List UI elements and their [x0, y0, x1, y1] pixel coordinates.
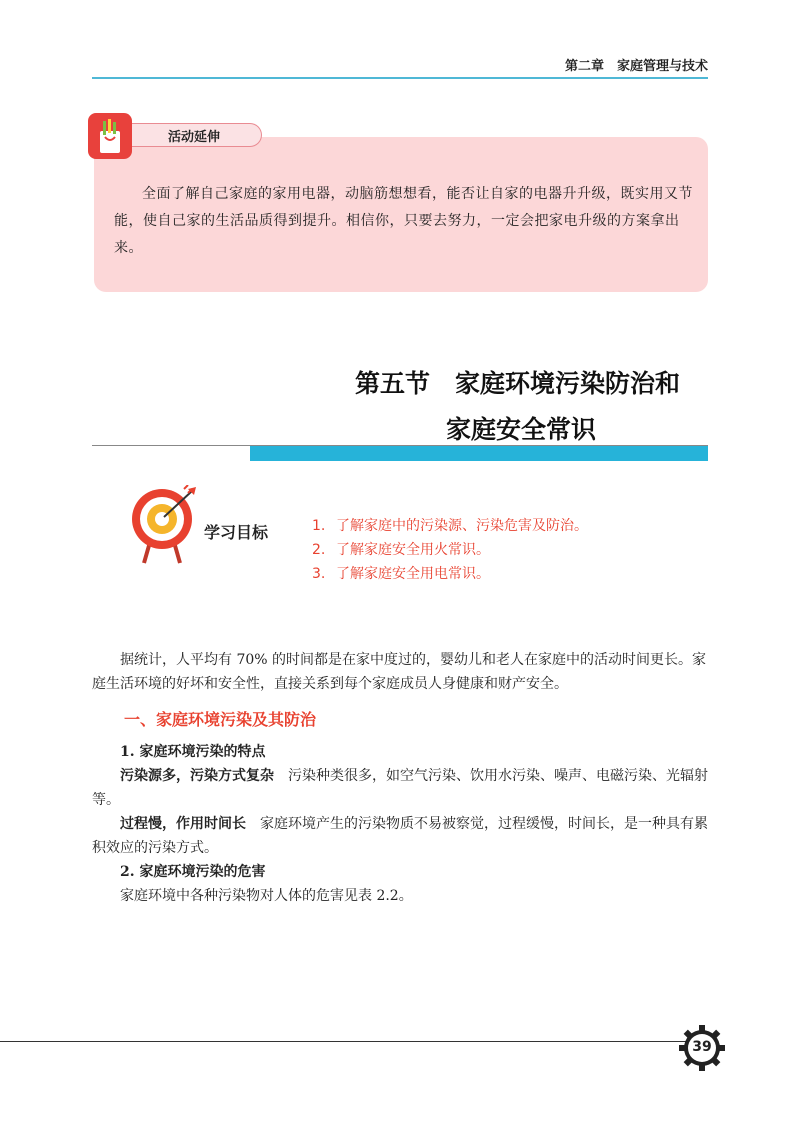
- intro-paragraph: 据统计，人平均有 70% 的时间都是在家中度过的，婴幼儿和老人在家庭中的活动时间更长。家庭生活环境的好坏和安全性，直接关系到每个家庭成员人身健康和财产安全。: [92, 652, 707, 692]
- footer-divider: [0, 1041, 700, 1042]
- heading-1: 1. 家庭环境污染的特点: [120, 744, 266, 760]
- goal-item: 3. 了解家庭安全用电常识。: [312, 566, 490, 582]
- title-accent-bar: [250, 446, 708, 461]
- learning-goals-list: [312, 514, 588, 586]
- subheading: 一、家庭环境污染及其防治: [124, 710, 317, 729]
- goal-item: 2. 了解家庭安全用火常识。: [312, 542, 490, 558]
- section-title-line1: 第五节 家庭环境污染防治和: [354, 369, 680, 398]
- shopping-bag-icon: [88, 113, 132, 159]
- body-section: [92, 740, 710, 908]
- goal-item: 1. 了解家庭中的污染源、污染危害及防治。: [312, 518, 588, 534]
- paragraph-2: 过程慢，作用时间长 家庭环境产生的污染物质不易被察觉，过程缓慢，时间长，是一种具有累积效应的污染方式。: [92, 816, 708, 856]
- page-number: 39: [692, 1039, 712, 1055]
- learning-goals-label: 学习目标: [204, 523, 269, 542]
- activity-text: 全面了解自己家庭的家用电器，动脑筋想想看，能否让自家的电器升升级，既实用又节能，使自己家的生活品质得到提升。相信你，只要去努力，一定会把家电升级的方案拿出来。: [114, 186, 693, 256]
- section-title-line2: 家庭安全常识: [445, 415, 596, 444]
- heading-2: 2. 家庭环境污染的危害: [120, 864, 266, 880]
- activity-label: 活动延伸: [168, 130, 221, 145]
- target-arrow-icon: [130, 485, 202, 565]
- header-divider: [92, 77, 708, 79]
- section-title: [200, 361, 680, 453]
- paragraph-1: 污染源多，污染方式复杂 污染种类很多，如空气污染、饮用水污染、噪声、电磁污染、光辐射等。: [92, 768, 708, 808]
- paragraph-3: 家庭环境中各种污染物对人体的危害见表 2.2。: [120, 888, 413, 904]
- chapter-header: 第二章 家庭管理与技术: [564, 59, 708, 74]
